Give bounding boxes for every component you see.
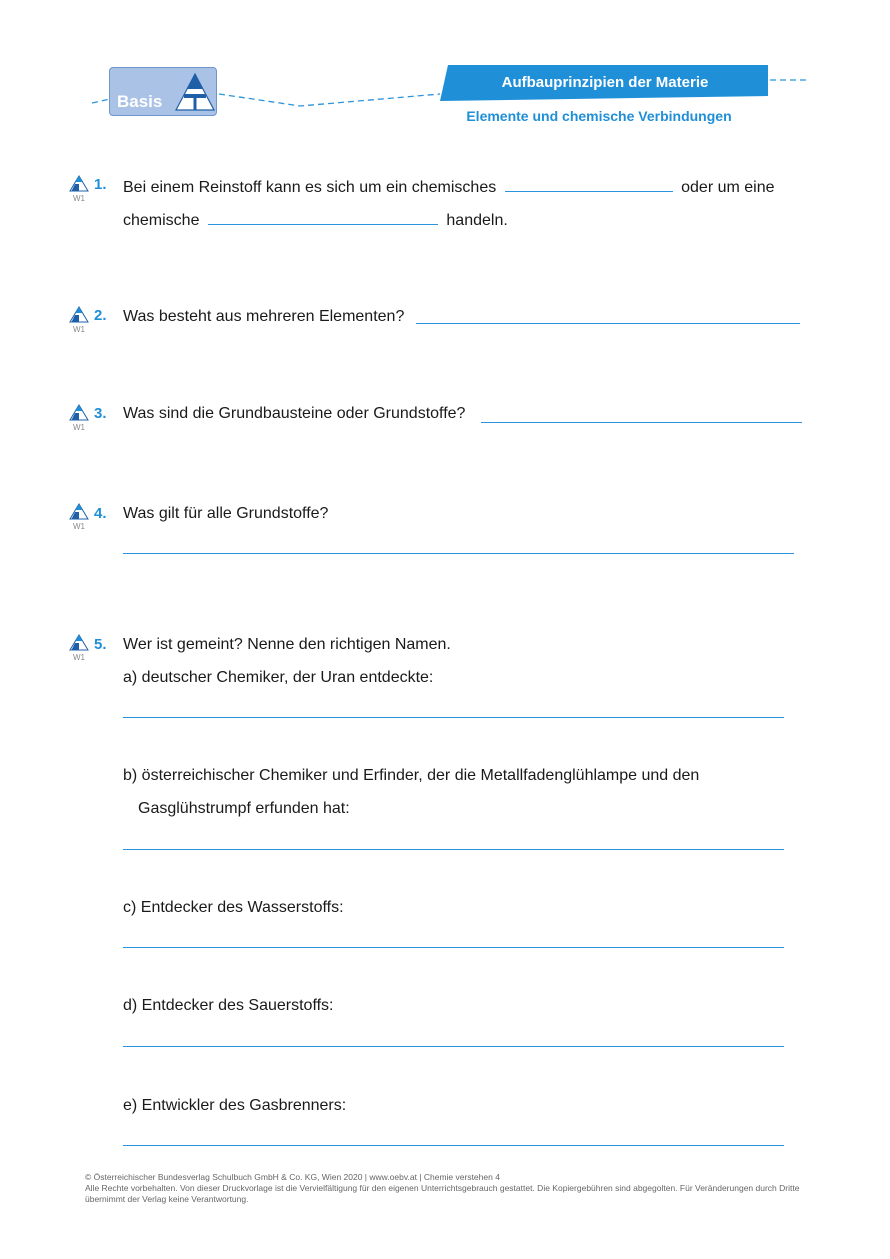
footer-rights: Alle Rechte vorbehalten. Von dieser Druckvorlage ist die Vervielfältigung für den eigenen Unterrichtsgebrauch gestattet. Die Kopiergebühren sind abgegolten. Für Veränderungen durch Dritte übernimmt der Verlag keine Verantwortung. (85, 1183, 800, 1204)
level-label: W1 (73, 194, 85, 203)
level-label: W1 (73, 653, 85, 662)
footer-copyright: © Österreichischer Bundesverlag Schulbuch GmbH & Co. KG, Wien 2020 | www.oebv.at | Chemie verstehen 4 (85, 1172, 500, 1182)
level-label: W1 (73, 423, 85, 432)
answer-blank[interactable] (505, 175, 673, 192)
question-5d-text: d) Entdecker des Sauerstoffs: (123, 997, 334, 1014)
worksheet-subtitle: Elemente und chemische Verbindungen (466, 108, 732, 124)
question-number: 2. (94, 307, 107, 324)
level-icon (69, 634, 89, 662)
level-label: W1 (73, 325, 85, 334)
question-3-text: Was sind die Grundbausteine oder Grundstoffe? (123, 405, 466, 422)
question-5b-text: b) österreichischer Chemiker und Erfinder, der die Metallfadenglühlampe und den (123, 767, 700, 784)
answer-line[interactable] (123, 1046, 784, 1047)
answer-line[interactable] (416, 323, 800, 324)
question-4-text: Was gilt für alle Grundstoffe? (123, 505, 329, 522)
question-5a-text: a) deutscher Chemiker, der Uran entdeckte: (123, 669, 434, 686)
question-1-line-2 (123, 208, 508, 231)
answer-line[interactable] (481, 422, 802, 423)
question-number: 4. (94, 505, 107, 522)
question-5c-text: c) Entdecker des Wasserstoffs: (123, 899, 344, 916)
question-5e-text: e) Entwickler des Gasbrenners: (123, 1097, 347, 1114)
question-1-line-1 (123, 175, 775, 198)
worksheet-title: Aufbauprinzipien der Materie (501, 74, 709, 91)
answer-line[interactable] (123, 553, 794, 554)
question-2-text: Was besteht aus mehreren Elementen? (123, 308, 405, 325)
question-5b-text-2: Gasglühstrumpf erfunden hat: (138, 800, 350, 817)
level-icon (69, 175, 89, 203)
footer (85, 1172, 805, 1205)
question-number: 3. (94, 405, 107, 422)
level-label: W1 (73, 522, 85, 531)
answer-line[interactable] (123, 849, 784, 850)
level-icon (69, 404, 89, 432)
question-5-text: Wer ist gemeint? Nenne den richtigen Namen. (123, 636, 451, 653)
question-text: handeln. (446, 212, 508, 229)
basis-label: Basis (117, 92, 163, 111)
question-text: chemische (123, 212, 200, 229)
question-text: Bei einem Reinstoff kann es sich um ein chemisches (123, 179, 497, 196)
answer-blank[interactable] (208, 208, 438, 225)
answer-line[interactable] (123, 947, 784, 948)
question-number: 5. (94, 636, 107, 653)
answer-line[interactable] (123, 1145, 784, 1146)
level-icon (69, 306, 89, 334)
pyramid-icon (174, 72, 216, 112)
basis-badge (109, 67, 217, 116)
level-icon (69, 503, 89, 531)
answer-line[interactable] (123, 717, 784, 718)
question-text: oder um eine (681, 179, 775, 196)
question-number: 1. (94, 176, 107, 193)
